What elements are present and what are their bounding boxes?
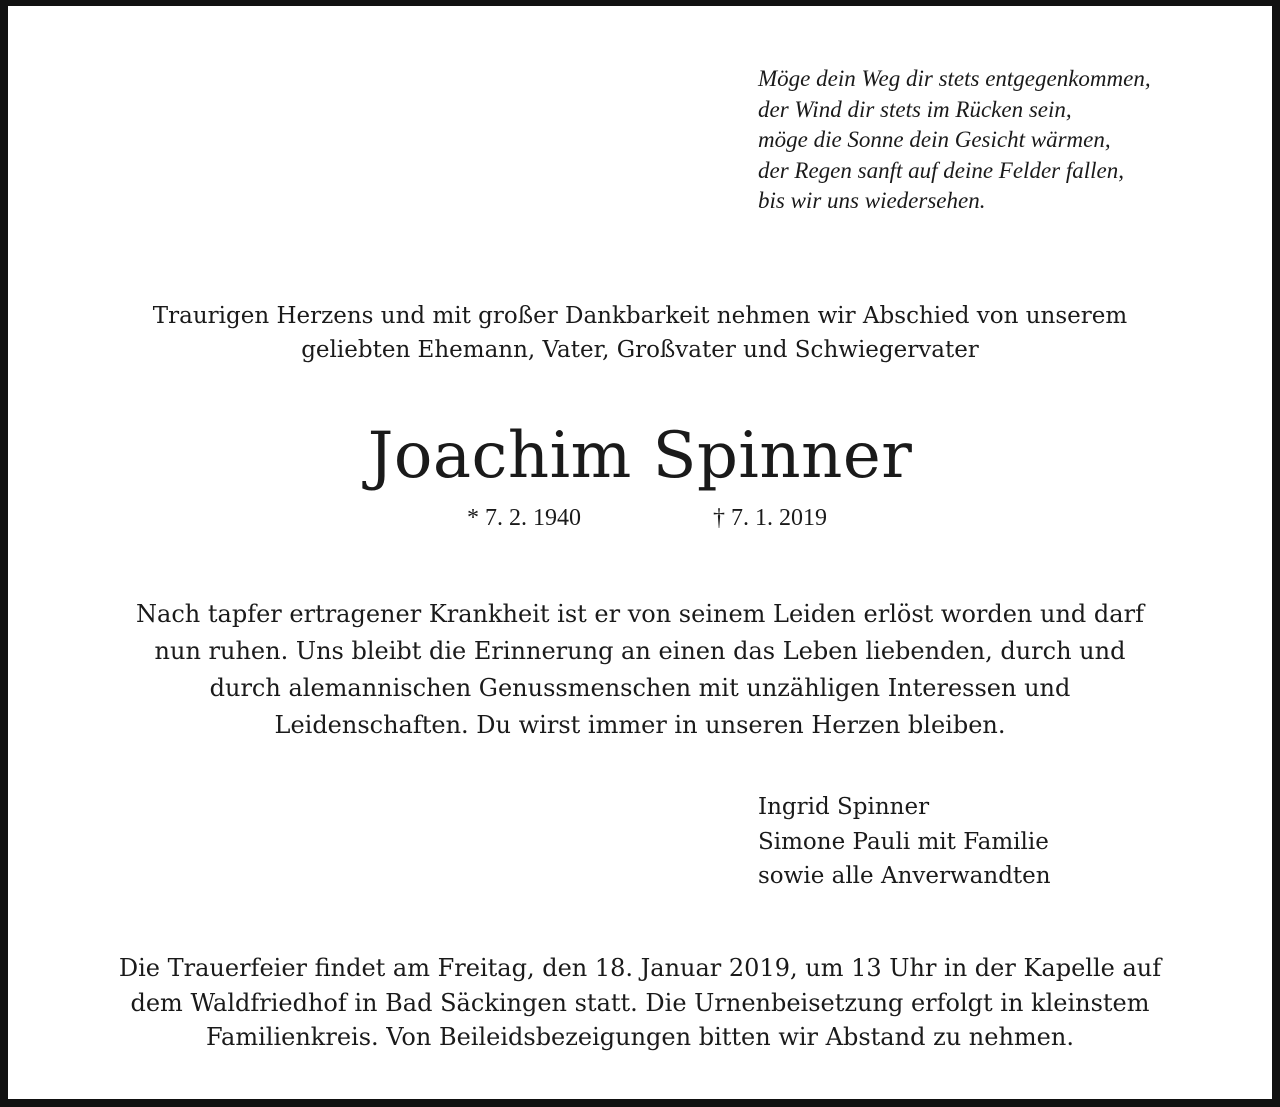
deceased-name: Joachim Spinner <box>367 419 913 493</box>
message-line: durch alemannischen Genussmenschen mit unzähligen Interessen und <box>209 674 1071 702</box>
intro-text <box>0 299 1280 367</box>
intro-line: geliebten Ehemann, Vater, Großvater und Schwiegervater <box>301 337 979 363</box>
poem-line: der Wind dir stets im Rücken sein, <box>758 96 1072 122</box>
signer-line: Simone Pauli mit Familie <box>758 828 1049 855</box>
birth-date: * 7. 2. 1940 <box>467 505 581 531</box>
signers-block <box>758 790 1051 894</box>
message-text <box>0 596 1280 744</box>
signer-line: Ingrid Spinner <box>758 794 930 820</box>
poem-line: möge die Sonne dein Gesicht wärmen, <box>758 127 1111 152</box>
message-line: Leidenschaften. Du wirst immer in unseren Herzen bleiben. <box>274 711 1006 739</box>
service-line: dem Waldfriedhof in Bad Säckingen statt. Die Urnenbeisetzung erfolgt in kleinstem <box>130 988 1150 1017</box>
poem-block <box>758 64 1228 217</box>
poem-line: der Regen sanft auf deine Felder fallen, <box>758 157 1124 183</box>
poem-line: Möge dein Weg dir stets entgegenkommen, <box>758 66 1151 91</box>
funeral-service-text <box>0 951 1280 1055</box>
intro-line: Traurigen Herzens und mit großer Dankbarkeit nehmen wir Abschied von unserem <box>152 303 1128 329</box>
message-line: nun ruhen. Uns bleibt die Erinnerung an einen das Leben liebenden, durch und <box>154 637 1126 665</box>
poem-line: bis wir uns wiedersehen. <box>758 188 986 213</box>
death-date: † 7. 1. 2019 <box>713 505 827 531</box>
service-line: Familienkreis. Von Beileidsbezeigungen bitten wir Abstand zu nehmen. <box>206 1023 1074 1051</box>
message-line: Nach tapfer ertragener Krankheit ist er von seinem Leiden erlöst worden und darf <box>136 600 1144 628</box>
service-line: Die Trauerfeier findet am Freitag, den 18. Januar 2019, um 13 Uhr in der Kapelle auf <box>118 954 1162 982</box>
signer-line: sowie alle Anverwandten <box>758 863 1051 889</box>
